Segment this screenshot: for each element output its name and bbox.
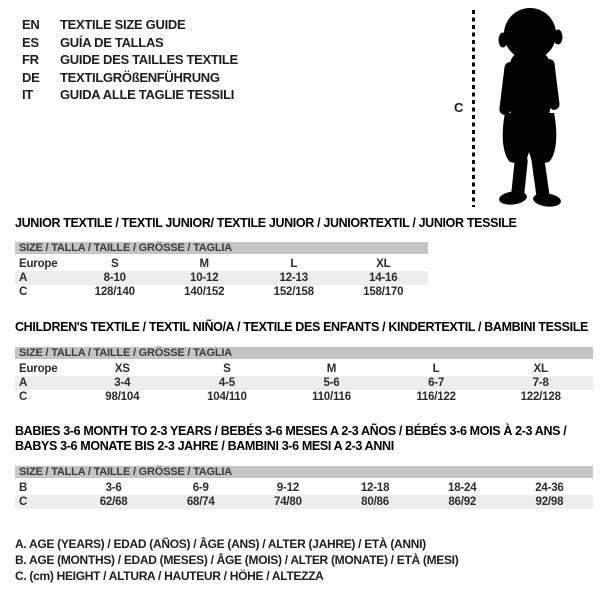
cell: 152/158 <box>273 286 314 298</box>
cell: 12-18 <box>360 482 390 494</box>
language-code: DE <box>22 69 40 85</box>
babies-size-table <box>15 466 593 509</box>
cell: 122/128 <box>520 391 561 403</box>
cell: XS <box>114 363 130 375</box>
cell: 7-8 <box>532 377 549 389</box>
language-row-fr <box>22 51 238 69</box>
language-label: TEXTILE SIZE GUIDE <box>60 17 186 33</box>
cell: 128/140 <box>94 286 135 298</box>
cell: XL <box>533 363 548 375</box>
babies-title-line2: BABYS 3-6 MONATE BIS 2-3 JAHRE / BAMBINI 3-6 MESI A 2-3 ANNI <box>15 439 394 453</box>
cell: S <box>111 258 119 270</box>
language-row-it <box>22 86 238 104</box>
language-label: GUÍA DE TALLAS <box>60 34 164 50</box>
language-row-es <box>22 34 238 52</box>
footnote-a: A. AGE (YEARS) / EDAD (AÑOS) / ÂGE (ANS) / ALTER (JAHRE) / ETÀ (ANNI) <box>15 537 426 551</box>
cell: M <box>326 363 337 375</box>
cell: 158/170 <box>363 286 404 298</box>
row-label: C <box>19 391 28 403</box>
cell: 10-12 <box>190 272 219 284</box>
cell: 68/74 <box>186 496 215 508</box>
language-label: GUIDA ALLE TAGLIE TESSILI <box>60 87 235 103</box>
cell: 3-6 <box>105 482 122 494</box>
cell: 5-6 <box>323 377 340 389</box>
language-code: EN <box>22 17 40 33</box>
cell: 116/122 <box>416 391 456 403</box>
size-header-bar: SIZE / TALLA / TAILLE / GRÖSSE / TAGLIA <box>15 242 428 254</box>
cell: L <box>432 363 440 375</box>
size-header-bar: SIZE / TALLA / TAILLE / GRÖSSE / TAGLIA <box>15 347 593 359</box>
table-row <box>15 376 593 390</box>
babies-section-title <box>15 424 566 454</box>
height-measure-label: C <box>454 100 464 115</box>
cell: 74/80 <box>274 496 302 508</box>
language-label: TEXTILGRÖßENFÜHRUNG <box>60 69 220 85</box>
language-legend <box>22 16 238 104</box>
row-label: A <box>19 377 28 389</box>
language-row-de <box>22 69 238 87</box>
table-row <box>15 257 428 271</box>
cell: 12-13 <box>279 272 308 284</box>
language-code: IT <box>22 87 33 103</box>
cell: 6-9 <box>192 482 209 494</box>
row-label: B <box>19 482 28 494</box>
children-size-table <box>15 347 593 404</box>
cell: 62/68 <box>99 496 128 508</box>
language-code: FR <box>22 52 39 68</box>
cell: S <box>223 363 231 375</box>
footnotes <box>15 536 458 584</box>
height-dashed-line <box>472 10 475 207</box>
row-label: Europe <box>19 363 58 375</box>
junior-section-title: JUNIOR TEXTILE / TEXTIL JUNIOR/ TEXTILE JUNIOR / JUNIORTEXTIL / JUNIOR TESSILE <box>15 216 517 230</box>
children-section-title: CHILDREN'S TEXTILE / TEXTIL NIÑO/A / TEXTILE DES ENFANTS / KINDERTEXTIL / BAMBINI TESSILE <box>15 320 589 334</box>
footnote-b: B. AGE (MONTHS) / EDAD (MESES) / ÂGE (MOIS) / ALTER (MONATE) / ETÀ (MESI) <box>15 553 459 567</box>
cell: 110/116 <box>312 391 351 403</box>
babies-title-line1: BABIES 3-6 MONTH TO 2-3 YEARS / BEBÉS 3-6 MESES A 2-3 AÑOS / BÉBÉS 3-6 MOIS À 2-3 ANS / <box>15 424 567 438</box>
table-row <box>15 362 593 376</box>
cell: 18-24 <box>448 482 477 494</box>
cell: 3-4 <box>114 377 131 389</box>
row-label: C <box>19 286 28 298</box>
table-row <box>15 495 593 509</box>
footnote-c: C. (cm) HEIGHT / ALTURA / HAUTEUR / HÖHE / ALTEZZA <box>15 569 324 583</box>
junior-size-table <box>15 242 428 299</box>
cell: 140/152 <box>184 286 225 298</box>
table-row <box>15 285 428 299</box>
cell: 8-10 <box>103 272 126 284</box>
row-label: A <box>19 272 28 284</box>
cell: 86/92 <box>448 496 477 508</box>
height-figure <box>440 0 600 215</box>
cell: M <box>199 258 209 270</box>
row-label: C <box>19 496 28 508</box>
cell: 104/110 <box>207 391 247 403</box>
language-row-en <box>22 16 238 34</box>
baby-silhouette-icon <box>483 7 575 207</box>
table-row <box>15 481 593 495</box>
cell: 92/98 <box>535 496 564 508</box>
language-label: GUIDE DES TAILLES TEXTILE <box>60 52 238 68</box>
cell: 4-5 <box>218 377 235 389</box>
cell: 24-36 <box>535 482 564 494</box>
size-header-bar: SIZE / TALLA / TAILLE / GRÖSSE / TAGLIA <box>15 466 593 478</box>
table-row <box>15 271 428 285</box>
table-row <box>15 390 593 404</box>
row-label: Europe <box>19 258 58 270</box>
cell: L <box>290 258 298 270</box>
cell: 6-7 <box>428 377 445 389</box>
language-code: ES <box>22 34 39 50</box>
cell: 98/104 <box>105 391 140 403</box>
cell: 80/86 <box>361 496 389 508</box>
cell: 14-16 <box>369 272 398 284</box>
cell: XL <box>376 258 391 270</box>
cell: 9-12 <box>276 482 300 494</box>
